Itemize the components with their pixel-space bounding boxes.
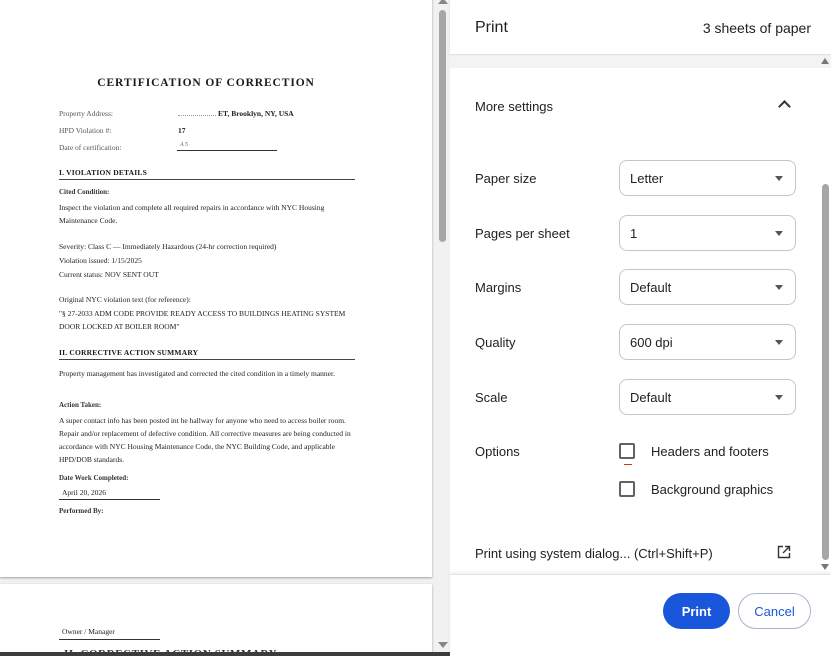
redacted-text — [178, 110, 216, 116]
margins-select[interactable] — [619, 269, 796, 305]
options-label: Options — [475, 444, 520, 459]
quality-label: Quality — [475, 335, 516, 350]
performed-by-label: Performed By: — [59, 507, 104, 515]
paper-size-label: Paper size — [475, 171, 537, 186]
action-taken-text: A super contact info has been posted int he hallway for anyone who need to access boiler room. Repair and/or replacement of defective condition. All corrective measures are being conducted in accordance with NYC Housing Maintenance Code, the NYC Building Code, and applicable HPD/DOB standards. — [59, 416, 351, 464]
paper-size-value: Letter — [630, 171, 664, 186]
settings-scroll-thumb[interactable] — [822, 184, 829, 560]
scroll-up-icon[interactable] — [821, 58, 829, 64]
owner-manager-label: Owner / Manager — [62, 627, 115, 636]
property-address-value — [178, 109, 294, 118]
print-button[interactable]: Print — [663, 593, 730, 629]
chevron-up-icon — [778, 100, 791, 113]
completed-underline — [59, 499, 160, 500]
print-header — [450, 0, 831, 55]
scale-value: Default — [630, 390, 672, 405]
preview-scroll-thumb[interactable] — [439, 10, 446, 242]
dropdown-caret-icon — [775, 340, 783, 345]
owner-underline — [59, 639, 160, 640]
date-completed-value: April 20, 2026 — [62, 488, 106, 497]
print-settings-panel — [450, 0, 831, 656]
dropdown-caret-icon — [775, 395, 783, 400]
original-violation-text: "§ 27-2033 ADM CODE PROVIDE READY ACCESS TO BUILDINGS HEATING SYSTEM DOOR LOCKED AT BOILER ROOM" — [59, 309, 346, 331]
headers-footers-label[interactable]: Headers and footers — [651, 444, 769, 459]
document-title: CERTIFICATION OF CORRECTION — [97, 77, 315, 89]
print-footer — [450, 574, 831, 656]
date-completed-label: Date Work Completed: — [59, 474, 129, 482]
header-divider — [450, 56, 831, 68]
severity-text: Severity: Class C — Immediately Hazardous (24-hr correction required) — [59, 242, 277, 251]
certification-date-label: Date of certification: — [59, 143, 122, 152]
hpd-violation-value: 17 — [178, 126, 186, 135]
background-graphics-label[interactable]: Background graphics — [651, 482, 774, 497]
scale-select[interactable] — [619, 379, 796, 415]
cancel-button[interactable]: Cancel — [738, 593, 811, 629]
quality-select[interactable] — [619, 324, 796, 360]
margins-label: Margins — [475, 280, 522, 295]
dropdown-caret-icon — [775, 231, 783, 236]
violation-issued-text: Violation issued: 1/15/2025 — [59, 256, 142, 265]
current-status-text: Current status: NOV SENT OUT — [59, 270, 159, 279]
property-address-text: ET, Brooklyn, NY, USA — [218, 109, 294, 118]
paper-size-select[interactable] — [619, 160, 796, 196]
pages-per-sheet-label: Pages per sheet — [475, 226, 570, 241]
section-corrective-action: II. CORRECTIVE ACTION SUMMARY — [59, 348, 355, 360]
preview-scrollbar[interactable] — [436, 0, 450, 656]
cited-condition-label: Cited Condition: — [59, 188, 110, 196]
pages-per-sheet-value: 1 — [630, 226, 638, 241]
hpd-violation-label: HPD Violation #: — [59, 126, 112, 135]
dropdown-caret-icon — [775, 176, 783, 181]
cited-condition-text: Inspect the violation and complete all required repairs in accordance with NYC Housing Maintenance Code. — [59, 203, 325, 225]
dropdown-caret-icon — [775, 285, 783, 290]
certification-date-value: A 5 — [180, 142, 189, 148]
pages-per-sheet-select[interactable] — [619, 215, 796, 251]
system-dialog-link[interactable]: Print using system dialog... (Ctrl+Shift+P) — [475, 546, 713, 561]
preview-page-2 — [0, 584, 432, 656]
focus-mark — [624, 462, 632, 465]
sheet-count: 3 sheets of paper — [702, 20, 811, 36]
settings-scrollbar[interactable] — [819, 56, 831, 574]
scale-label: Scale — [475, 390, 508, 405]
date-underline — [177, 150, 277, 151]
margins-value: Default — [630, 280, 672, 295]
action-taken-label: Action Taken: — [59, 401, 102, 409]
print-title: Print — [475, 19, 508, 36]
background-graphics-checkbox[interactable] — [619, 481, 635, 497]
open-external-icon[interactable] — [777, 545, 791, 559]
original-text-label: Original NYC violation text (for reference): — [59, 295, 191, 304]
summary-text: Property management has investigated and corrected the cited condition in a timely manner. — [59, 369, 335, 378]
scroll-down-icon[interactable] — [821, 564, 829, 570]
property-address-label: Property Address: — [59, 109, 113, 118]
more-settings-label: More settings — [475, 99, 554, 114]
headers-footers-checkbox[interactable] — [619, 443, 635, 459]
quality-value: 600 dpi — [630, 335, 673, 350]
more-settings-toggle[interactable] — [450, 88, 820, 126]
scroll-up-icon[interactable] — [438, 0, 448, 4]
scroll-down-icon[interactable] — [438, 642, 448, 648]
preview-page-1 — [0, 0, 432, 577]
section-violation-details: I. VIOLATION DETAILS — [59, 168, 355, 180]
